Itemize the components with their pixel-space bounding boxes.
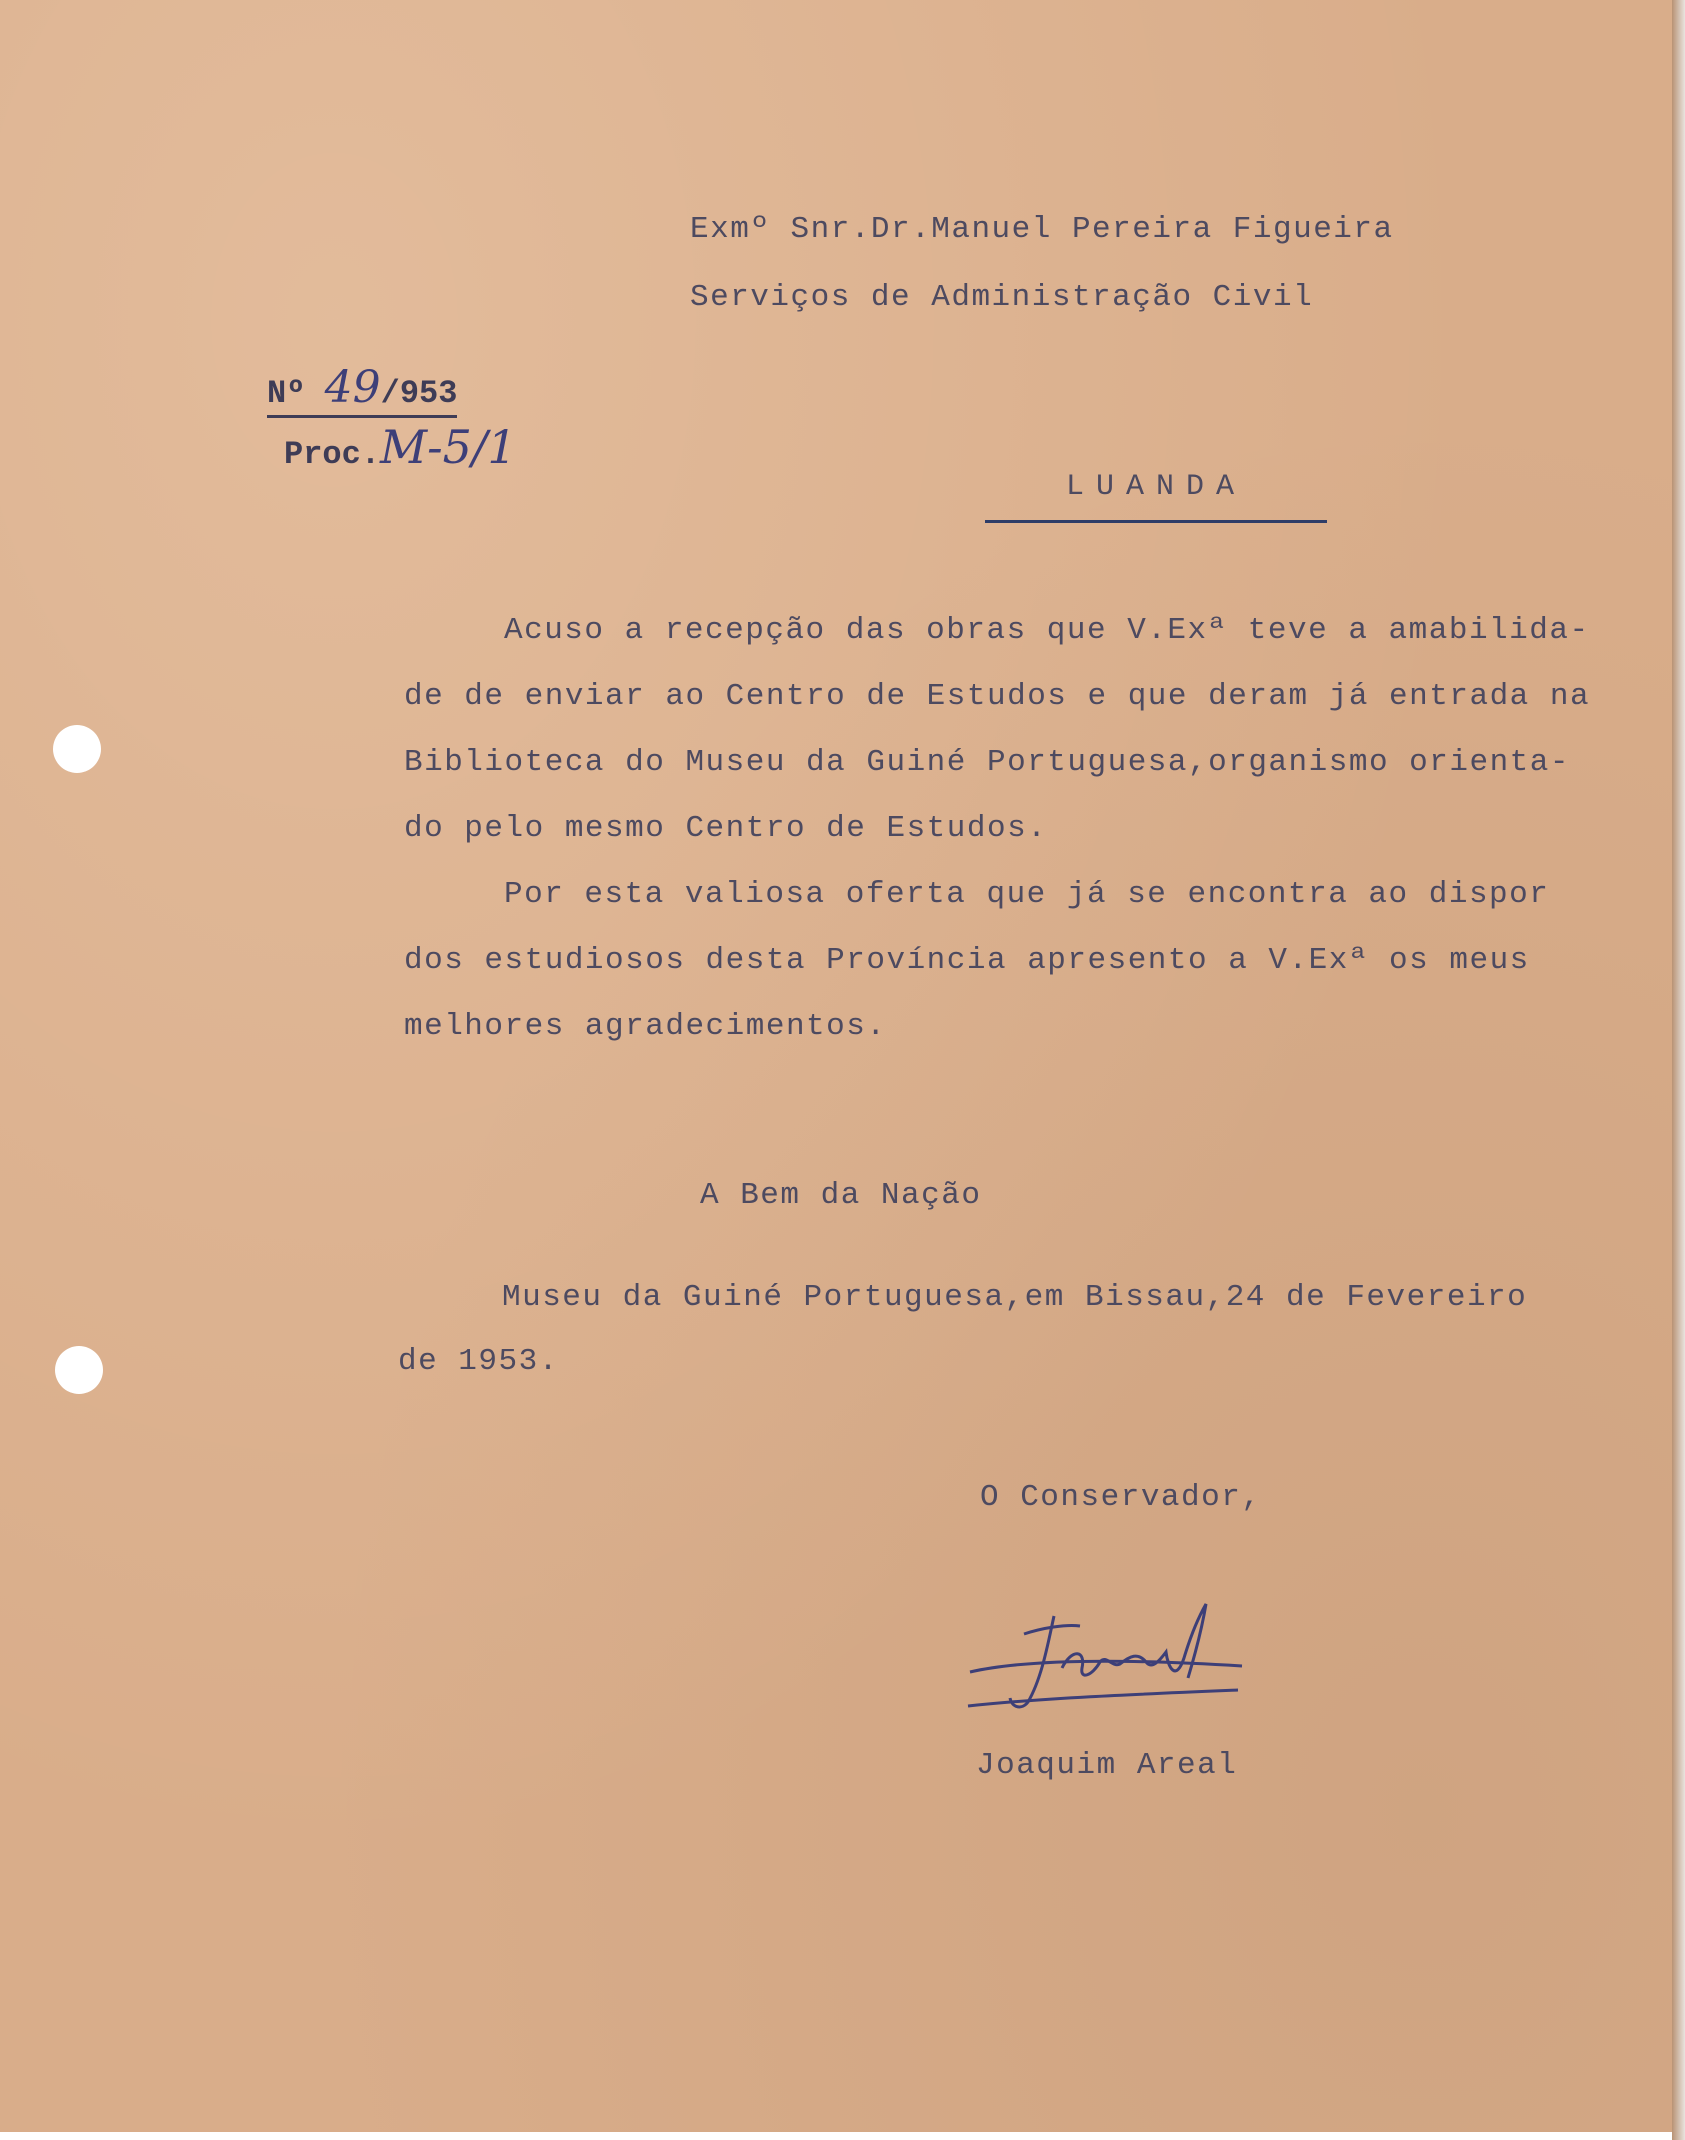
registry-number-year: /953 <box>380 375 458 412</box>
place-date-line: Museu da Guiné Portuguesa,em Bissau,24 de Fevereiro <box>502 1280 1528 1315</box>
page-edge <box>1672 0 1685 2140</box>
punch-hole <box>53 725 101 773</box>
process-label: Proc. <box>284 436 381 473</box>
handwritten-signature <box>962 1598 1252 1728</box>
punch-hole <box>55 1346 103 1394</box>
recipient-department: Serviços de Administração Civil <box>690 280 1314 315</box>
body-line: dos estudiosos desta Província apresento a V.Exª os meus <box>404 943 1530 978</box>
body-line: de de enviar ao Centro de Estudos e que deram já entrada na <box>404 679 1591 714</box>
process-value: M-5/1 <box>380 420 517 474</box>
body-line: Acuso a recepção das obras que V.Exª teve a amabilida- <box>504 613 1590 648</box>
signatory-name: Joaquim Areal <box>976 1748 1238 1783</box>
place-date-line: de 1953. <box>398 1344 559 1379</box>
closing-salutation: A Bem da Nação <box>700 1178 982 1213</box>
recipient-name: Exmº Snr.Dr.Manuel Pereira Figueira <box>690 212 1394 247</box>
signatory-title: O Conservador, <box>980 1480 1262 1515</box>
destination-city: LUANDA <box>985 470 1327 523</box>
registry-number-value: 49 <box>324 362 381 413</box>
body-line: Biblioteca do Museu da Guiné Portuguesa,organismo orienta- <box>404 745 1570 780</box>
process-number <box>284 420 517 474</box>
body-line: do pelo mesmo Centro de Estudos. <box>404 811 1048 846</box>
body-line: Por esta valiosa oferta que já se encontra ao dispor <box>504 877 1550 912</box>
body-line: melhores agradecimentos. <box>404 1009 887 1044</box>
registry-number-label: Nº <box>267 375 306 412</box>
registry-number <box>267 362 457 418</box>
